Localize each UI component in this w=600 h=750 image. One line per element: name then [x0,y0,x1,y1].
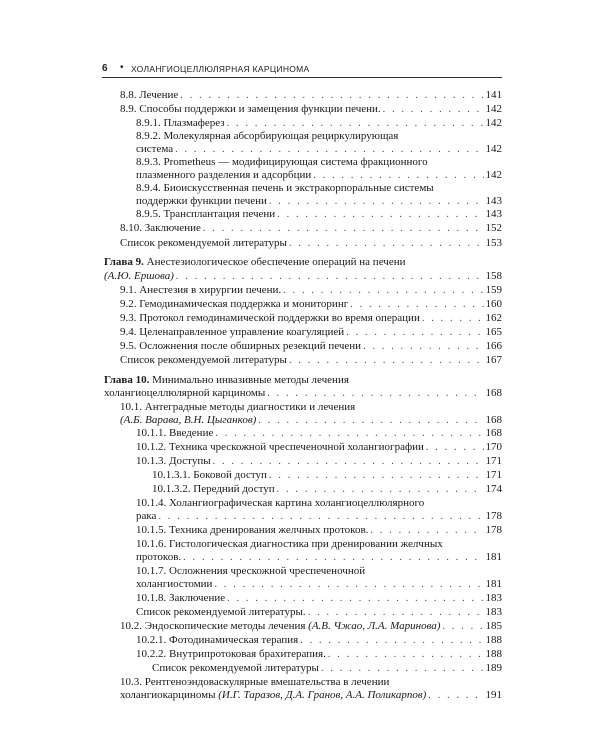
toc-entry-9-1: 9.1. Анестезия в хирургии печени. . . . 159 [120,284,502,297]
toc-entry-10-1-6: протоков. . . . 181 [136,551,502,564]
toc-entry-10-1-references: Список рекомендуемой литературы. . . . 183 [136,606,502,619]
toc-entry-9-4: 9.4. Целенаправленное управление коагуляцией . . . 165 [120,326,502,339]
toc-entry-10-1-1: 10.1.1. Введение . . . 168 [136,427,502,440]
toc-entry-8-9-3: плазменного разделения и адсорбции . . . 142 [136,169,502,182]
toc-entry-8-9-2-line1: 8.9.2. Молекулярная абсорбирующая рециркулирующая [136,130,399,142]
toc-chapter-10-heading [104,374,349,387]
toc-entry-8-9-4-line1: 8.9.4. Биоискусственная печень и экстракорпоральные системы [136,182,434,194]
toc-entry-10-2-2: 10.2.2. Внутрипротоковая брахитерапия. . . . 188 [136,648,502,661]
toc-entry-8-9-2: система . . . 142 [136,143,502,156]
toc-entry-10-1-2: 10.1.2. Техника чрескожной чреспеченочной холангиографии . . . 170 [136,441,502,454]
toc-entry-10-3-line1: 10.3. Рентгеноэндоваскулярные вмешательства в лечении [120,676,390,688]
chapter-9-label: Глава 9. [104,256,144,268]
toc-entry-10-2: 10.2. Эндоскопические методы лечения (А.В. Чжао, Л.А. Маринова) . . . 185 [120,620,502,633]
toc-entry-10-2-references: Список рекомендуемой литературы . . . 189 [152,662,502,675]
toc-chapter-9: (А.Ю. Ершова) . . . 158 [104,270,502,283]
toc-entry-10-1-3-2: 10.1.3.2. Передний доступ . . . 174 [152,483,502,496]
toc-entry-8-9-1: 8.9.1. Плазмаферез . . . 142 [136,117,502,130]
chapter-9-title: Анестезиологическое обеспечение операций на печени [146,256,406,268]
toc-entry-9-5: 9.5. Осложнения после обширных резекций печени . . . 166 [120,340,502,353]
toc-entry-10-1-5: 10.1.5. Техника дренирования желчных протоков. . . . 178 [136,524,502,537]
toc-entry-8-9: 8.9. Способы поддержки и замещения функции печени. . . . 142 [120,103,502,116]
toc-chapter-9-heading [104,256,406,269]
entry-10-3-title: холангиокарциномы [120,689,216,701]
toc-entry-10-1-4-line1: 10.1.4. Холангиографическая картина холангиоцеллюлярного [136,497,425,509]
toc-entry-10-1-line1: 10.1. Антеградные методы диагностики и лечения [120,401,356,413]
book-title: ХОЛАНГИОЦЕЛЛЮЛЯРНАЯ КАРЦИНОМА [131,64,310,74]
toc-entry-10-2-1: 10.2.1. Фотодинамическая терапия . . . 188 [136,634,502,647]
toc-entry-10-1-8: 10.1.8. Заключение . . . 183 [136,592,502,605]
toc-entry-10-1-3-1: 10.1.3.1. Боковой доступ . . . 171 [152,469,502,482]
toc-entry-10-1-6-line1: 10.1.6. Гистологическая диагностика при дренировании желчных [136,538,443,550]
toc-entry-10-1-7-line1: 10.1.7. Осложнения чрескожной чреспеченочной [136,565,366,577]
toc-entry-10-1-7: холангиостомии . . . 181 [136,578,502,591]
toc-entry-8-8: 8.8. Лечение . . . 141 [120,89,502,102]
toc-entry-9-2: 9.2. Гемодинамическая поддержка и мониторинг . . . 160 [120,298,502,311]
toc-entry-ch8-references: Список рекомендуемой литературы . . . 153 [120,237,502,250]
toc-entry-10-1: (А.Б. Варава, В.Н. Цыганков) . . . 168 [120,414,502,427]
entry-10-2-authors: (А.В. Чжао, Л.А. Маринова) [308,620,441,632]
toc-entry-10-3: холангиокарциномы (И.Г. Таразов, Д.А. Гранов, А.А. Поликарпов) . . . 191 [120,689,502,702]
entry-10-2-title: 10.2. Эндоскопические методы лечения [120,620,306,632]
toc-entry-8-9-3-line1: 8.9.3. Prometheus — модифицирующая система фракционного [136,156,428,168]
toc-entry-9-3: 9.3. Протокол гемодинамической поддержки во время операции . . . 162 [120,312,502,325]
toc-entry-8-9-5: 8.9.5. Трансплантация печени . . . 143 [136,208,502,221]
toc-entry-8-10: 8.10. Заключение . . . 152 [120,222,502,235]
toc-entry-ch9-references: Список рекомендуемой литературы . . . 167 [120,354,502,367]
toc-entry-10-1-3: 10.1.3. Доступы . . . 171 [136,455,502,468]
chapter-10-label: Глава 10. [104,374,150,386]
page-number: 6 [102,63,108,74]
header-bullet: • [120,62,124,73]
toc-entry-10-1-4: рака . . . 178 [136,510,502,523]
chapter-10-title: Минимально инвазивные методы лечения [152,374,349,386]
toc-entry-8-9-4: поддержки функции печени . . . 143 [136,195,502,208]
entry-10-3-authors: (И.Г. Таразов, Д.А. Гранов, А.А. Поликарпов) [218,689,427,701]
toc-chapter-10: холангиоцеллюлярной карциномы . . . 168 [104,387,502,400]
